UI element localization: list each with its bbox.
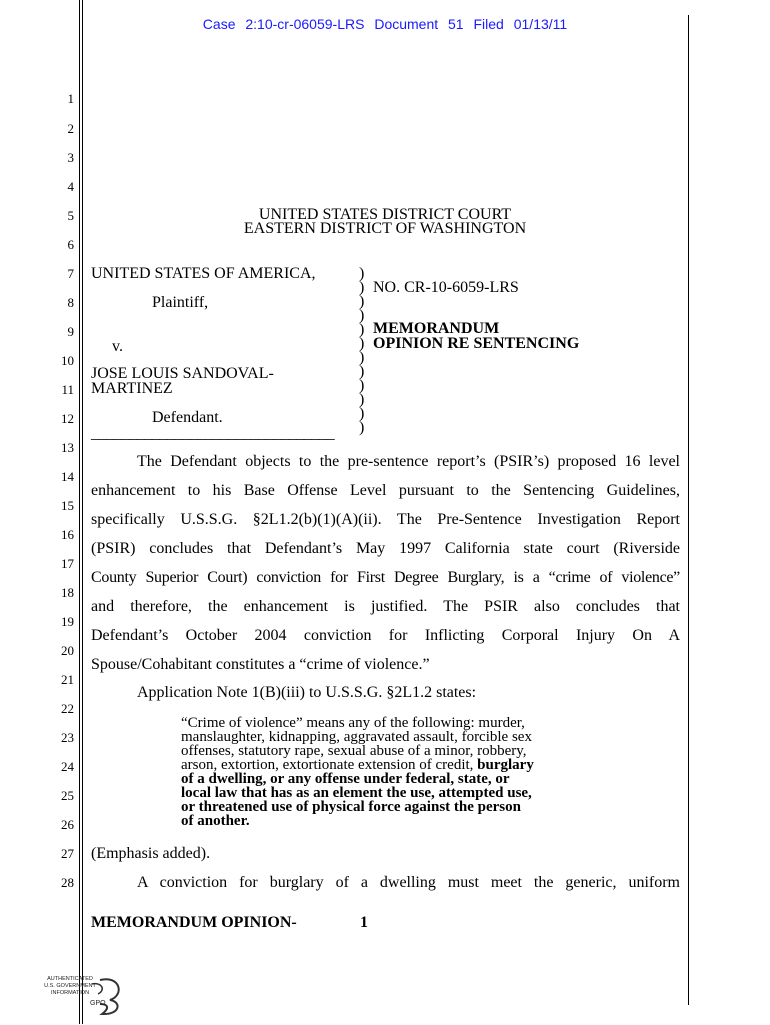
line-number: 7 <box>67 266 74 281</box>
line-number: 3 <box>67 150 74 165</box>
line-number: 8 <box>67 295 74 310</box>
defendant-name-line2: MARTINEZ <box>91 380 173 397</box>
document-number: Document 51 <box>374 16 464 32</box>
application-note-intro: Application Note 1(B)(iii) to U.S.S.G. §2L1.2 states: <box>137 684 477 701</box>
line-number: 4 <box>67 179 74 194</box>
body-line: specifically U.S.S.G. §2L1.2(b)(1)(A)(ii). The Pre-Sentence Investigation Report <box>91 511 680 528</box>
line-number: 21 <box>61 672 74 687</box>
quote-emphasis-line: of a dwelling, or any offense under federal, state, or <box>181 771 510 787</box>
caption-paren: ) <box>359 377 365 394</box>
line-number: 22 <box>61 701 74 716</box>
left-margin-rule-2 <box>82 0 83 1024</box>
caption-paren: ) <box>359 279 365 296</box>
line-number: 28 <box>61 875 74 890</box>
line-number: 5 <box>67 208 74 223</box>
left-margin-rule-1 <box>79 0 80 1024</box>
line-number: 11 <box>61 382 74 397</box>
document-title-line2: OPINION RE SENTENCING <box>373 335 580 352</box>
line-number: 9 <box>67 324 74 339</box>
caption-paren: ) <box>359 293 365 310</box>
caption-paren: ) <box>359 349 365 366</box>
body-line: Spouse/Cohabitant constitutes a “crime of violence.” <box>91 656 430 673</box>
line-number: 26 <box>61 817 74 832</box>
gpo-text-information: INFORMATION <box>50 990 90 996</box>
body-line: and therefore, the enhancement is justified. The PSIR also concludes that <box>91 598 680 615</box>
line-number: 19 <box>61 614 74 629</box>
court-name: UNITED STATES DISTRICT COURT <box>258 206 512 223</box>
court-district: EASTERN DISTRICT OF WASHINGTON <box>243 220 527 237</box>
body-line: A conviction for burglary of a dwelling must meet the generic, uniform <box>137 874 680 891</box>
body-line: (PSIR) concludes that Defendant’s May 1997 California state court (Riverside <box>91 540 680 557</box>
caption-paren: ) <box>359 391 365 408</box>
quote-emphasis: burglary <box>477 757 534 773</box>
body-line: Defendant’s October 2004 conviction for Inflicting Corporal Injury On A <box>91 627 680 644</box>
line-number: 2 <box>67 121 74 136</box>
line-number: 15 <box>61 498 74 513</box>
line-number: 24 <box>61 759 74 774</box>
quote-line <box>181 758 534 772</box>
page-number: 1 <box>360 914 368 931</box>
caption-paren: ) <box>359 419 365 436</box>
quote-line: offenses, statutory rape, sexual abuse of a minor, robbery, <box>181 743 527 759</box>
line-number: 14 <box>61 469 74 484</box>
line-number: 13 <box>61 440 74 455</box>
quote-emphasis-line: local law that has as an element the use, attempted use, <box>181 785 532 801</box>
quote-line: “Crime of violence” means any of the following: murder, <box>181 715 525 731</box>
line-number: 12 <box>61 411 74 426</box>
line-number: 27 <box>61 846 74 861</box>
case-header <box>0 16 770 32</box>
quote-emphasis-line: of another. <box>181 813 250 829</box>
body-line: The Defendant objects to the pre-sentence report’s (PSIR’s) proposed 16 level <box>137 453 680 470</box>
line-number: 20 <box>61 643 74 658</box>
body-line: County Superior Court) conviction for First Degree Burglary, is a “crime of violence” <box>91 569 680 586</box>
caption-paren: ) <box>359 405 365 422</box>
line-number: 6 <box>67 237 74 252</box>
caption-underline: ________________________________ <box>91 425 335 442</box>
line-number: 25 <box>61 788 74 803</box>
filed-date: Filed 01/13/11 <box>473 16 568 32</box>
line-number: 17 <box>61 556 74 571</box>
gpo-text-gpo: GPO <box>90 1000 106 1007</box>
caption-paren: ) <box>359 265 365 282</box>
body-line: enhancement to his Base Offense Level pursuant to the Sentencing Guidelines, <box>91 482 680 499</box>
gpo-authentication-logo <box>30 970 130 1020</box>
emphasis-note: (Emphasis added). <box>91 845 211 862</box>
quote-text: arson, extortion, extortionate extension of credit, <box>181 757 478 773</box>
plaintiff-role: Plaintiff, <box>152 294 209 311</box>
case-number: Case 2:10-cr-06059-LRS <box>202 16 365 32</box>
line-number: 16 <box>61 527 74 542</box>
versus: v. <box>112 338 123 355</box>
quote-line: manslaughter, kidnapping, aggravated assault, forcible sex <box>181 729 532 745</box>
plaintiff-name: UNITED STATES OF AMERICA, <box>91 265 316 282</box>
gpo-text-authenticated: AUTHENTICATED <box>47 976 93 982</box>
line-number: 1 <box>67 91 74 106</box>
line-number: 23 <box>61 730 74 745</box>
caption-paren: ) <box>359 321 365 338</box>
quote-emphasis-line: or threatened use of physical force against the person <box>181 799 521 815</box>
caption-paren: ) <box>359 363 365 380</box>
caption-paren: ) <box>359 335 365 352</box>
gpo-eagle-icon <box>30 970 130 1020</box>
gpo-text-government: U.S. GOVERNMENT <box>44 983 96 989</box>
defendant-role: Defendant. <box>152 409 223 426</box>
document-title-line1: MEMORANDUM <box>373 320 500 337</box>
right-margin-rule <box>688 15 689 1005</box>
footer-label: MEMORANDUM OPINION- <box>91 914 297 931</box>
case-no: NO. CR-10-6059-LRS <box>373 279 519 296</box>
caption-paren: ) <box>359 307 365 324</box>
line-number: 18 <box>61 585 74 600</box>
line-number: 10 <box>61 353 74 368</box>
defendant-name-line1: JOSE LOUIS SANDOVAL- <box>91 365 274 382</box>
